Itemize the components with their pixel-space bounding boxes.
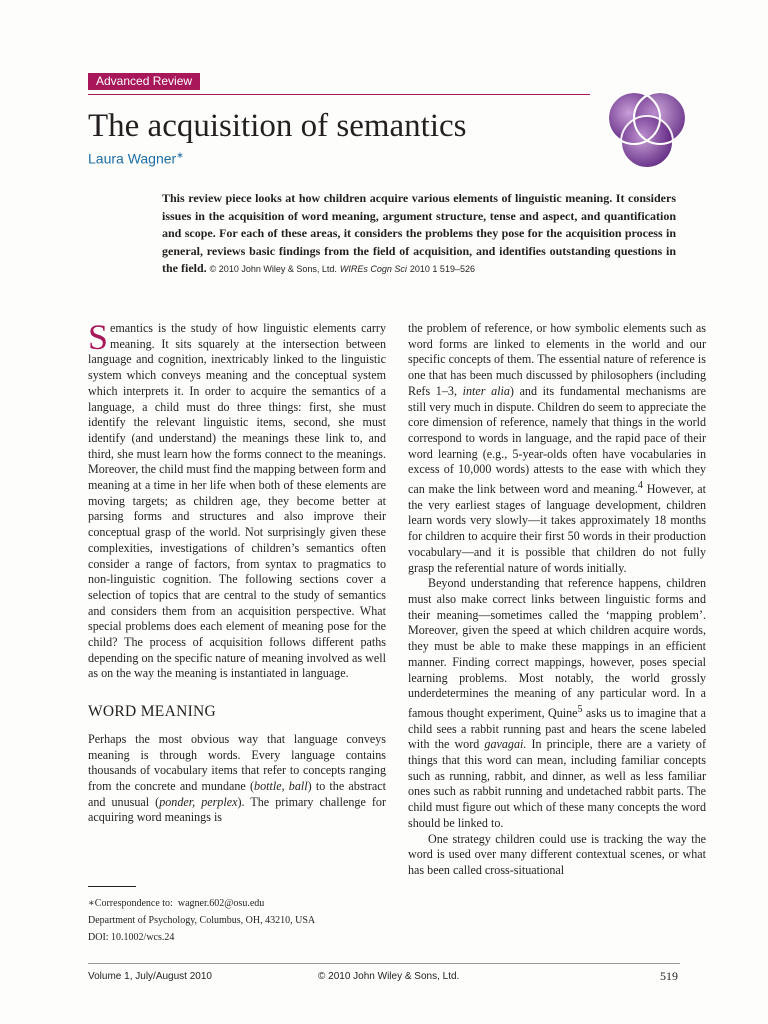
correspondence-line	[88, 895, 386, 912]
author-name-text: Laura Wagner	[88, 150, 177, 167]
paragraph-intro	[88, 317, 386, 682]
text-run: Perhaps the most obvious way that language conveys meaning is through words. Every language contains thousands of vocabulary items that refer to concepts ranging from the concrete and mundane (	[88, 731, 386, 793]
text-run: the problem of reference, or how symbolic elements such as word forms are linked to elements in the world and our specific concepts of them. The essential nature of reference is one that has been much discussed by philosophers (including Refs 1–3,	[408, 321, 706, 398]
paragraph-mapping	[408, 576, 706, 831]
italic-run: ponder, perplex	[159, 794, 238, 809]
author-name[interactable]	[88, 150, 184, 167]
italic-run: bottle, ball	[254, 778, 308, 793]
italic-run: gavagai.	[484, 737, 527, 752]
text-run: Beyond understanding that reference happens, children must also make correct links between linguistic forms and their meaning—sometimes called the ‘mapping problem’. Moreover, given the speed at which children acquire words, they must be able to make these mappings in an efficient manner. Finding correct mappings, however, poses special learning problems. Most notably, the world grossly underdetermines the meaning of any particular word. In a famous thought experiment, Quine	[408, 576, 706, 720]
citation-ref[interactable]: 4	[637, 480, 643, 492]
citation-ref[interactable]: 5	[577, 703, 583, 715]
affiliation: Department of Psychology, Columbus, OH, 43210, USA	[88, 915, 316, 926]
abstract-text: This review piece looks at how children acquire various elements of linguistic meaning. It considers issues in the acquisition of word meaning, argument structure, tense and aspect, and quantification and scope. For each of these areas, it considers the problems they pose for the acquisition process in general, reviews basic findings from the field of acquisition, and identifies outstanding questions in the field.	[162, 191, 676, 276]
footer-rule	[88, 963, 680, 964]
body-column-left	[88, 317, 387, 826]
footer-copyright: © 2010 John Wiley & Sons, Ltd.	[318, 971, 460, 982]
body-column-right	[408, 321, 706, 879]
doi[interactable]: DOI: 10.1002/wcs.24	[88, 932, 175, 943]
paragraph-word-meaning	[88, 732, 386, 826]
text-run: However, at the very earliest stages of language development, children learn words very slowly—it takes approximately 18 months for children to acquire their first 50 words in their production vocabulary—and it is possible that children do not fully grasp the referential nature of words initially.	[408, 482, 707, 575]
header-rule	[88, 94, 590, 95]
footer-volume: Volume 1, July/August 2010	[88, 971, 212, 982]
article-type-badge: Advanced Review	[88, 73, 200, 90]
abstract-copyright: © 2010 John Wiley & Sons, Ltd.	[209, 264, 337, 275]
correspondence-email[interactable]: wagner.602@osu.edu	[177, 898, 265, 909]
text-run: ) to the abstract and unusual (	[88, 778, 387, 809]
footnote-separator	[88, 886, 136, 887]
footnotes	[88, 886, 386, 946]
abstract	[162, 190, 676, 279]
abstract-citation: 2010 1 519–526	[409, 264, 475, 275]
page-number: 519	[660, 969, 678, 983]
section-heading: WORD MEANING	[88, 703, 217, 721]
abstract-journal: WIREs Cogn Sci	[339, 264, 407, 275]
paragraph-strategy: One strategy children could use is tracking the way the word is used over many different contextual scenes, or what has been called cross-situational	[408, 831, 706, 877]
text-run: In principle, there are a variety of things that this word can mean, including familiar concepts such as running, rabbit, and dinner, as well as less familiar ones such as rabbit running and undetached rabbit parts. The child must figure out which of these many concepts the word should be linked to.	[408, 737, 707, 830]
text-run: ) and its fundamental mechanisms are still very much in dispute. Children do seem to appreciate the core dimension of reference, namely that things in the world correspond to words in language, and the rapid pace of their word learning (e.g., 5-year-olds often have vocabularies in excess of 10,000 words) attests to the ease with which they can make the link between word and meaning.	[408, 383, 706, 497]
correspondence-label: ∗Correspondence to:	[88, 898, 173, 909]
venn-circles-logo-icon	[598, 82, 694, 178]
article-title: The acquisition of semantics	[88, 108, 467, 144]
paragraph-reference	[408, 321, 706, 576]
paragraph-intro-text: emantics is the study of how linguistic elements carry meaning. It sits squarely at the intersection between language and cognition, inextricably linked to the linguistic system which conveys meaning and the conceptual system which interprets it. In order to acquire the semantics of a language, a child must do three things: first, she must identify the relevant linguistic items, second, she must identify (and understand) the meanings these link to, and third, she must learn how the forms connect to the meanings. Moreover, the child must find the mapping between form and meaning at a time in her life when both of these elements are moving targets; as children age, they become better at parsing forms and structures and also improve their conceptual grasp of the world. Not surprisingly given these complexities, investigations of children’s semantics often consider a range of factors, from syntax to pragmatics to non-linguistic cognition. The following sections cover a selection of topics that are central to the study of semantics and considers them from an acquisition perspective. What special problems does each element of meaning pose for the child? The process of acquisition follows different paths depending on the specific nature of meaning involved as well as on the way the meaning is instantiated in language.	[88, 321, 386, 681]
author-mark: ∗	[176, 150, 184, 160]
text-run: ). The primary challenge for acquiring word meanings is	[88, 794, 386, 825]
text-run: asks us to imagine that a child sees a rabbit running past and hears the scene labeled with the word	[408, 705, 706, 752]
drop-cap: S	[88, 317, 109, 357]
italic-run: inter alia	[462, 383, 510, 398]
